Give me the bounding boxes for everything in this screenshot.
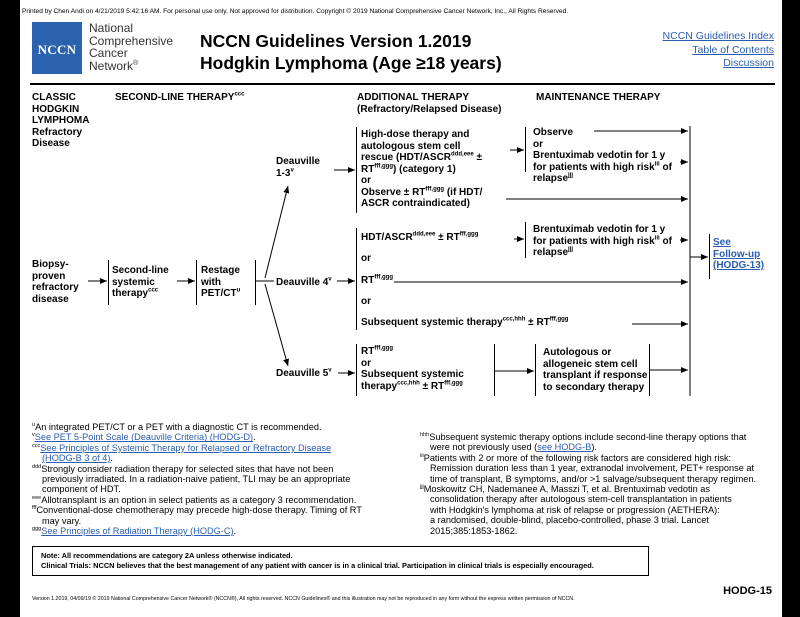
maintenance-top-box: Observe or Brentuximab vedotin for 1 y for patients with high risk$^{iii}$ of relapse$^{jjj}$ [533,127,672,184]
footnote-u: $^u$An integrated PET/CT or a PET with a diagnostic CT is recommended. [32,421,322,432]
footnote-hhh: $^{hhh}$Subsequent systemic therapy options include second-line therapy options that [420,431,747,442]
table-of-contents-link[interactable]: Table of Contents [692,43,774,56]
logo-line-4: Network [89,58,134,73]
guideline-page [20,0,782,617]
deauville-5-label: Deauville 5$^v$ [276,367,332,379]
footnote-eee: $^{eee}$Allotransplant is an option in select patients as a category 3 recommendation. [32,494,357,505]
classic-line-1: CLASSIC [32,92,76,103]
title-line-1: NCCN Guidelines Version 1.2019 [200,31,472,51]
flow-connectors [20,0,782,420]
deauville-4-label: Deauville 4$^v$ [276,276,332,288]
footnote-ccc-link[interactable]: See Principles of Systemic Therapy for Relapsed or Refractory Disease [40,442,332,453]
print-header: Printed by Chen Andi on 4/21/2019 5:42:16 AM. For personal use only. Not approved for distribution. Copyright © 2019 National Comprehensive Cancer Network, Inc., All Rights Reserved. [22,8,569,15]
footnote-v-link[interactable]: See PET 5-Point Scale (Deauville Criteria) (HODG-D) [34,432,254,443]
d4-or-2: or [361,296,371,307]
footnotes-right: $^{hhh}$Subsequent systemic therapy options include second-line therapy options that were not previously used (see HODG-B). $^{iii}$Patients with 2 or more of the following risk factors are considered high risk: Remission duration less than 1 year, extranodal involvement, PET+ response at time of transplant, B symptoms, and/or >1 salvage/subsequent therapy regimen. $^{jjj}$Moskowitz CH, Nademanee A, Masszi T, et al. Brentuximab vedotin as consolidation therapy after autologous stem-cell transplantation in patients with Hodgkin's lymphoma at risk of relapse or progression (AETHERA): a randomised, double-blind, placebo-controlled, phase 3 trial. Lancet 2015;385:1853-1862. [420,432,778,536]
footnote-hhh-link[interactable]: see HODG-B [537,442,592,453]
refractory-line-1: Refractory [32,126,83,138]
footnote-ddd: $^{ddd}$Strongly consider radiation therapy for selected sites that have not been [32,463,334,474]
d4-or-1: or [361,253,371,264]
nccn-logo-abbr: NCCN [37,42,77,57]
arrow-to-deauville-5 [265,284,288,366]
footnote-iii: $^{iii}$Patients with 2 or more of the following risk factors are considered high risk: [420,452,732,463]
d4-subsequent-option: Subsequent systemic therapy$^{ccc,hhh}$ ± $RT^{fff,ggg}$ [361,316,569,328]
footnote-jjj: $^{jjj}$Moskowitz CH, Nademanee A, Masszi T, et al. Brentuximab vedotin as [420,483,710,495]
d4-hdt-option: HDT/$ASCR^{ddd,eee} \pm RT^{fff,ggg}$ [361,231,479,243]
auto-transplant-box: Autologous or allogeneic stem cell transplant if response to secondary therapy [543,347,648,393]
d5-box: $RT^{fff,ggg}$ or Subsequent systemic therapy$^{ccc,hhh}$ ± $RT^{fff,ggg}$ [361,345,464,392]
footnote-ggg-link[interactable]: See Principles of Radiation Therapy (HODG-C) [41,526,234,537]
footnote-ccc-link-2[interactable]: (HODG-B 3 of 4) [42,453,111,464]
hdt-box: High-dose therapy and autologous stem cell rescue ($HDT/ASCR^{ddd,eee}$ ± $RT^{fff,ggg}$) (category 1) or Observe ± $RT^{fff,ggg}$ (if HDT/ ASCR contraindicated) [361,129,483,209]
d4-rt-option: $RT^{fff,ggg}$ [361,274,393,286]
classic-line-2: HODGKIN [32,103,80,115]
title-line-2: Hodgkin Lymphoma (Age ≥18 years) [200,53,502,73]
additional-therapy-heading: ADDITIONAL THERAPY (Refractory/Relapsed Disease) [357,92,502,115]
page-code: HODG-15 [723,585,772,597]
logo-registered: ® [133,57,139,67]
recommendation-note: Note: All recommendations are category 2A unless otherwise indicated. Clinical Trials: NCCN believes that the best management of any patient with cancer is in a clinical trial. Participation in clinical trials is especially encouraged. [32,546,649,576]
maintenance-heading: MAINTENANCE THERAPY [536,92,661,103]
followup-link[interactable]: See Follow-up (HODG-13) [713,237,765,271]
copyright-footer: Version 1.2019, 04/09/19 © 2019 National Comprehensive Cancer Network® (NCCN®), All rights reserved. NCCN Guidelines® and this illustration may not be reproduced in any form without the express written permission of NCCN. [32,596,575,602]
maintenance-mid-box: Brentuximab vedotin for 1 y for patients with high risk$^{iii}$ of relapse$^{jjj}$ [533,224,672,258]
second-line-box: Second-line systemic therapy$^{ccc}$ [112,265,169,299]
footnote-v: $^v$See PET 5-Point Scale (Deauville Criteria) (HODG-D). [32,432,256,443]
footnote-fff: $^{fff}$Conventional-dose chemotherapy may precede high-dose therapy. Timing of RT [32,505,362,516]
refractory-line-2: Disease [32,138,70,149]
logo-line-2: Comprehensive [89,33,174,48]
logo-line-3: Cancer [89,46,128,61]
footnote-ggg: $^{ggg}$See Principles of Radiation Therapy (HODG-C). [32,526,237,537]
logo-line-1: National [89,21,134,35]
footnotes-left: $^u$An integrated PET/CT or a PET with a diagnostic CT is recommended. $^v$See PET 5-Point Scale (Deauville Criteria) (HODG-D). $^{ccc}$See Principles of Systemic Therapy for Relapsed or Refractory Disease (HODG-B 3 of 4). $^{ddd}$Strongly consider radiation therapy for selected sites that have not been previously irradiated. In a radiation-naive patient, TLI may be an appropriate component of HDT. $^{eee}$Allotransplant is an option in select patients as a category 3 recommendation. $^{fff}$Conventional-dose chemotherapy may precede high-dose therapy. Timing of RT may vary. $^{ggg}$See Principles of Radiation Therapy (HODG-C). [32,422,417,536]
discussion-link[interactable]: Discussion [723,57,774,69]
restage-box: Restage with PET/$CT^u$ [201,265,241,299]
biopsy-box: Biopsy- proven refractory disease [32,259,79,305]
classic-line-3: LYMPHOMA [32,115,90,126]
footnote-ccc: $^{ccc}$See Principles of Systemic Therapy for Relapsed or Refractory Disease [32,442,332,453]
guidelines-index-link[interactable]: NCCN Guidelines Index [662,30,774,42]
second-line-heading: SECOND-LINE $THERAPY^{ccc}$ [115,91,245,103]
deauville-1-3-label: Deauville 1-3$^v$ [276,156,320,179]
arrow-to-deauville-13 [265,186,288,278]
